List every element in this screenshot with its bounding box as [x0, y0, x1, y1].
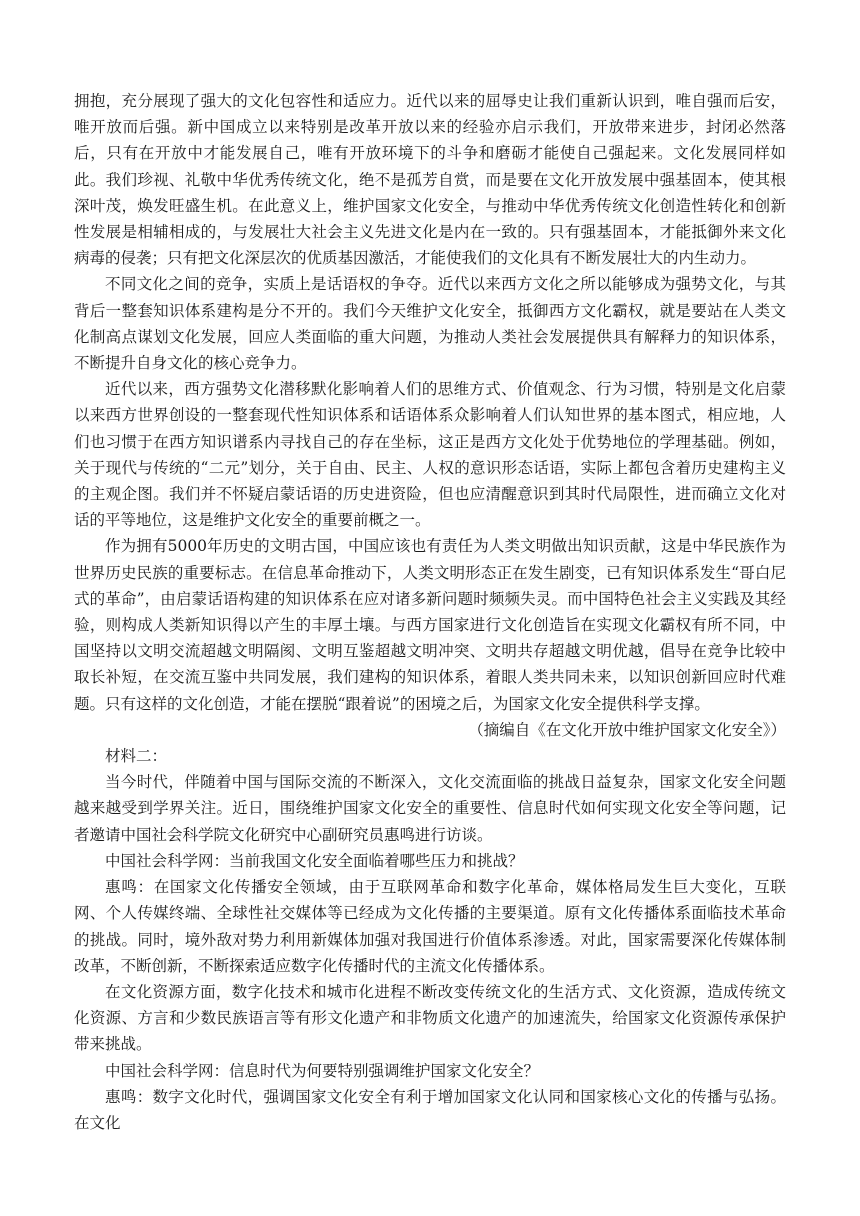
interview-question-2: 中国社会科学网：信息时代为何要特别强调维护国家文化安全？	[105, 1061, 540, 1080]
material-two-label: 材料二：	[105, 747, 168, 766]
interview-question-1: 中国社会科学网：当前我国文化安全面临着哪些压力和挑战？	[105, 851, 524, 870]
document-page	[74, 88, 786, 1136]
source-citation: （摘编自《在文化开放中维护国家文化安全》）	[468, 720, 786, 739]
paragraph-intro-continued: 拥抱，充分展现了强大的文化包容性和适应力。近代以来的屈辱史让我们重新认识到，唯自强而后安，唯开放而后强。新中国成立以来特别是改革开放以来的经验亦启示我们，开放带来进步，封闭必然落后，只有在开放中才能发展自己，唯有开放环境下的斗争和磨砺才能使自己强起来。文化发展同样如此。我们珍视、礼敬中华优秀传统文化，绝不是孤芳自赏，而是要在文化开放发展中强基固本，使其根深叶茂，焕发旺盛生机。在此意义上，维护国家文化安全，与推动中华优秀传统文化创造性转化和创新性发展是相辅相成的，与发展壮大社会主义先进文化是内在一致的。只有强基固本，才能抵御外来文化病毒的侵袭；只有把文化深层次的优质基因激活，才能使我们的文化具有不断发展壮大的内生动力。	[74, 92, 786, 268]
paragraph-discourse-power: 不同文化之间的竞争，实质上是话语权的争夺。近代以来西方文化之所以能够成为强势文化，与其背后一整套知识体系建构是分不开的。我们今天维护文化安全，抵御西方文化霸权，就是要站在人类文化制高点谋划文化发展，回应人类面临的重大问题，为推动人类社会发展提供具有解释力的知识体系，不断提升自身文化的核心竞争力。	[74, 275, 786, 373]
interview-answer-2: 惠鸣：数字文化时代，强调国家文化安全有利于增加国家文化认同和国家核心文化的传播与弘扬。在文化	[74, 1087, 786, 1132]
paragraph-civilization-contribution: 作为拥有5000年历史的文明古国，中国应该也有责任为人类文明做出知识贡献，这是中华民族作为世界历史民族的重要标志。在信息革命推动下，人类文明形态正在发生剧变，已有知识体系发生“哥白尼式的革命”，由启蒙话语构建的知识体系在应对诸多新问题时频频失灵。而中国特色社会主义实践及其经验，则构成人类新知识得以产生的丰厚土壤。与西方国家进行文化创造旨在实现文化霸权有所不同，中国坚持以文明交流超越文明隔阂、文明互鉴超越文明冲突、文明共存超越文明优越，倡导在竞争比较中取长补短，在交流互鉴中共同发展，我们建构的知识体系，着眼人类共同未来，以知识创新回应时代难题。只有这样的文化创造，才能在摆脱“跟着说”的困境之后，为国家文化安全提供科学支撑。	[74, 537, 786, 713]
interview-answer-1: 惠鸣：在国家文化传播安全领域，由于互联网革命和数字化革命，媒体格局发生巨大变化，互联网、个人传媒终端、全球性社交媒体等已经成为文化传播的主要渠道。原有文化传播体系面临技术革命的挑战。同时，境外敌对势力利用新媒体加强对我国进行价值体系渗透。对此，国家需要深化传媒体制改革，不断创新，不断探索适应数字化传播时代的主流文化传播体系。	[74, 878, 786, 975]
material-two-intro: 当今时代，伴随着中国与国际交流的不断深入，文化交流面临的挑战日益复杂，国家文化安全问题越来越受到学界关注。近日，围绕维护国家文化安全的重要性、信息时代如何实现文化安全等问题，记者邀请中国社会科学院文化研究中心副研究员惠鸣进行访谈。	[74, 773, 786, 844]
paragraph-western-influence: 近代以来，西方强势文化潜移默化影响着人们的思维方式、价值观念、行为习惯，特别是文化启蒙以来西方世界创设的一整套现代性知识体系和话语体系众影响着人们认知世界的基本图式，相应地，人们也习惯于在西方知识谱系内寻找自己的存在坐标，这正是西方文化处于优势地位的学理基础。例如，关于现代与传统的“二元”划分，关于自由、民主、人权的意识形态话语，实际上都包含着历史建构主义的主观企图。我们并不怀疑启蒙话语的历史进资险，但也应清醒意识到其时代局限性，进而确立文化对话的平等地位，这是维护文化安全的重要前概之一。	[74, 380, 786, 530]
interview-answer-1-continued: 在文化资源方面，数字化技术和城市化进程不断改变传统文化的生活方式、文化资源，造成传统文化资源、方言和少数民族语言等有形文化遗产和非物质文化遗产的加速流失，给国家文化资源传承保护带来挑战。	[74, 982, 786, 1054]
